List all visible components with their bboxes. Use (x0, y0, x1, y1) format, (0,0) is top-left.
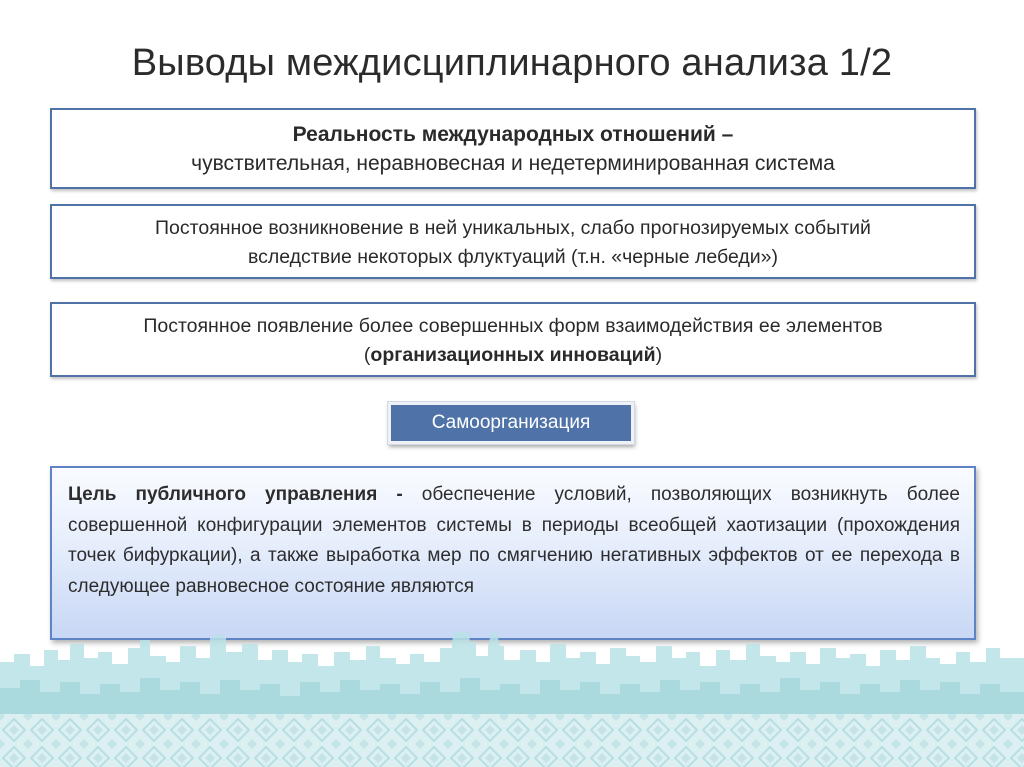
unique-events-box (50, 204, 976, 279)
innovation-bold-term: организационных инноваций (370, 344, 656, 366)
goal-body: обеспечение условий, позволяющих возникнуть более совершенной конфигурации элементов системы в периоды всеобщей хаотизации (прохождения точек бифуркации), а также выработка мер по смягчению негативных эффектов от ее перехода в следующее равновесное состояние являются (68, 484, 960, 597)
slide-title: Выводы междисциплинарного анализа 1/2 (131, 42, 893, 84)
goal-lead: Цель публичного управления - (68, 484, 403, 505)
public-management-goal-box (50, 466, 976, 640)
innovation-box (50, 302, 976, 377)
unique-events-line1: Постоянное возникновение в ней уникальных, слабо прогнозируемых событий (155, 217, 871, 239)
unique-events-line2: вследствие некоторых флуктуаций (т.н. «черные лебеди») (247, 246, 779, 268)
innovation-line1: Постоянное появление более совершенных форм взаимодействия ее элементов (143, 315, 883, 337)
innovation-line2 (52, 341, 974, 370)
reality-description: чувствительная, неравновесная и недетерминированная система (191, 152, 835, 175)
self-organization-label: Самоорганизация (388, 402, 634, 444)
innovation-close-paren: ) (655, 344, 663, 366)
city-skyline-decoration (0, 632, 1024, 767)
reality-box (50, 108, 976, 189)
reality-heading: Реальность международных отношений – (292, 123, 734, 146)
innovation-open-paren: ( (363, 344, 371, 366)
